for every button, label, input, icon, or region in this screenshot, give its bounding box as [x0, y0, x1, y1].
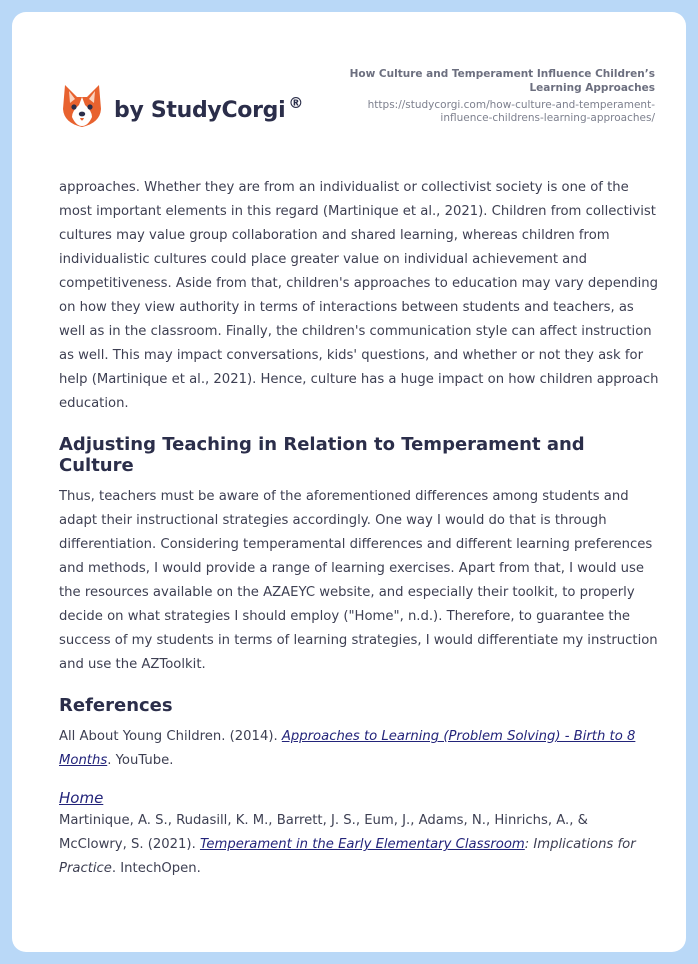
document-title: How Culture and Temperament Influence Children’s Learning Approaches: [349, 68, 655, 94]
reference-item: [59, 725, 659, 773]
reference-subtitle: : Implications for Practice: [59, 837, 636, 876]
document-header: [325, 67, 655, 125]
reference-link[interactable]: Temperament in the Early Elementary Classroom: [199, 837, 525, 852]
brand-name[interactable]: [114, 94, 304, 123]
reference-text: . YouTube.: [107, 753, 174, 768]
registered-mark: ®: [288, 94, 304, 112]
studycorgi-logo[interactable]: [60, 76, 104, 136]
document-page: [12, 12, 686, 952]
main-content: [59, 176, 659, 881]
reference-text: Martinique, A. S., Rudasill, K. M., Barrett, J. S., Eum, J., Adams, N., Hinrichs, A., & McClowry, S. (2021).: [59, 813, 588, 852]
document-url[interactable]: https://studycorgi.com/how-culture-and-temperament-influence-childrens-learning-approaches/: [367, 99, 655, 124]
corgi-icon: [60, 83, 104, 129]
reference-item: [59, 787, 659, 881]
section-paragraph: Thus, teachers must be aware of the aforementioned differences among students and adapt their instructional strategies accordingly. One way I would do that is through differentiation. Considering temperamental differences and different learning preferences and methods, I would provide a range of learning exercises. Apart from that, I would use the resources available on the AZAEYC website, and especially their toolkit, to properly decide on what strategies I should employ ("Home", n.d.). Therefore, to guarantee the success of my students in terms of learning strategies, I would differentiate my instruction and use the AZToolkit.: [59, 489, 658, 672]
references-heading: References: [59, 695, 173, 716]
intro-paragraph: approaches. Whether they are from an individualist or collectivist society is one of the most important elements in this regard (Martinique et al., 2021). Children from collectivist cultures may value group collaboration and shared learning, whereas children from individualistic cultures could place greater value on individual achievement and competitiveness. Aside from that, children's approaches to education may vary depending on how they view authority in terms of interactions between students and teachers, as well as in the classroom. Finally, the children's communication style can affect instruction as well. This may impact conversations, kids' questions, and whether or not they ask for help (Martinique et al., 2021). Hence, culture has a huge impact on how children approach education.: [59, 180, 659, 411]
reference-text: All About Young Children. (2014).: [59, 729, 282, 744]
home-link[interactable]: Home: [59, 789, 104, 807]
reference-text: . IntechOpen.: [111, 861, 201, 876]
section-heading: Adjusting Teaching in Relation to Temperament and Culture: [59, 434, 585, 476]
reference-link[interactable]: Approaches to Learning (Problem Solving) - Birth to 8 Months: [59, 729, 636, 768]
brand-text: by StudyCorgi: [114, 98, 286, 123]
